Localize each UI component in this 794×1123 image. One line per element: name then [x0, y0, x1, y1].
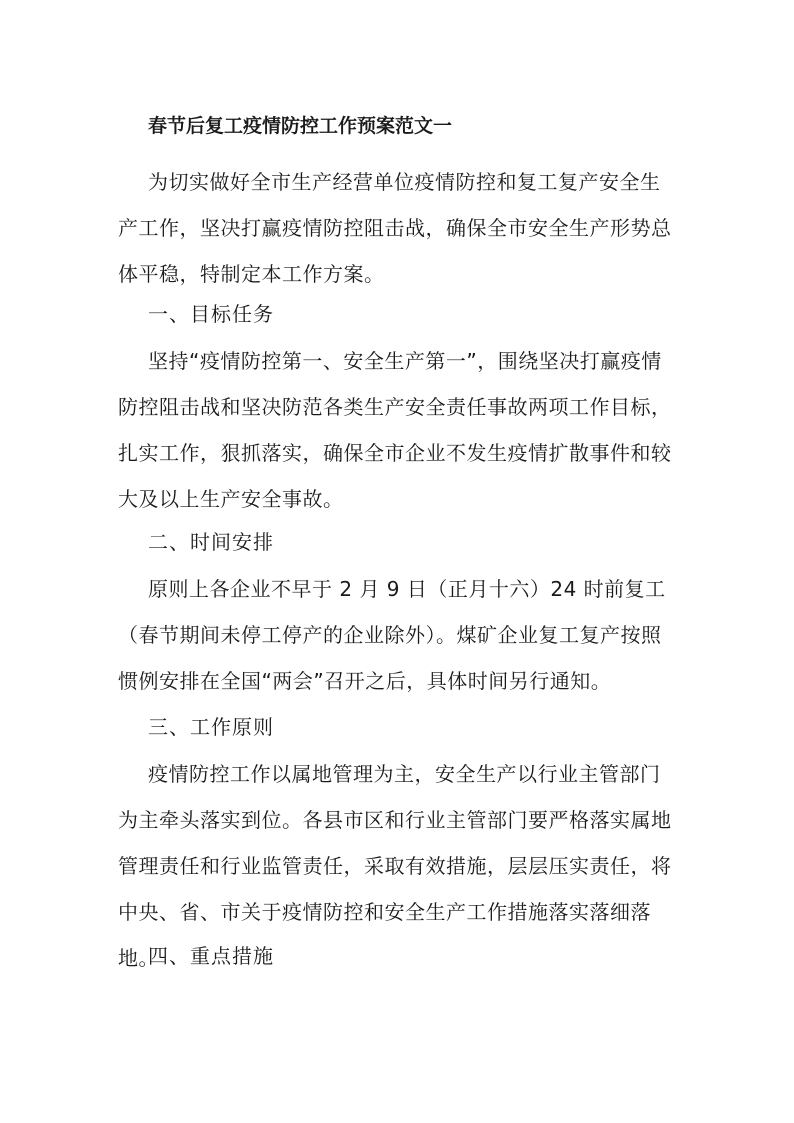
section-body-schedule: 原则上各企业不早于 2 月 9 日（正月十六）24 时前复工（春节期间未停工停产的企业除外）。煤矿企业复工复产按照惯例安排在全国“两会”召开之后，具体时间另行通知。 [118, 577, 666, 693]
section-heading-schedule: 二、时间安排 [148, 530, 274, 554]
intro-paragraph: 为切实做好全市生产经营单位疫情防控和复工复产安全生产工作，坚决打赢疫情防控阻击战，确保全市安全生产形势总体平稳，特制定本工作方案。 [118, 170, 672, 286]
section-heading-measures: 四、重点措施 [148, 944, 274, 968]
document-title: 春节后复工疫情防控工作预案范文一 [148, 115, 453, 137]
section-heading-targets: 一、目标任务 [148, 302, 274, 326]
section-body-targets: 坚持“疫情防控第一、安全生产第一”，围绕坚决打赢疫情防控阻击战和坚决防范各类生产安全责任事故两项工作目标，扎实工作，狠抓落实，确保全市企业不发生疫情扩散事件和较大及以上生产安全事故。 [118, 349, 672, 511]
section-heading-principles: 三、工作原则 [148, 715, 274, 739]
section-body-principles: 疫情防控工作以属地管理为主，安全生产以行业主管部门为主牵头落实到位。各县市区和行业主管部门要严格落实属地管理责任和行业监管责任，采取有效措施，层层压实责任，将中央、省、市关于疫情防控和安全生产工作措施落实落细落地。 [118, 762, 672, 970]
